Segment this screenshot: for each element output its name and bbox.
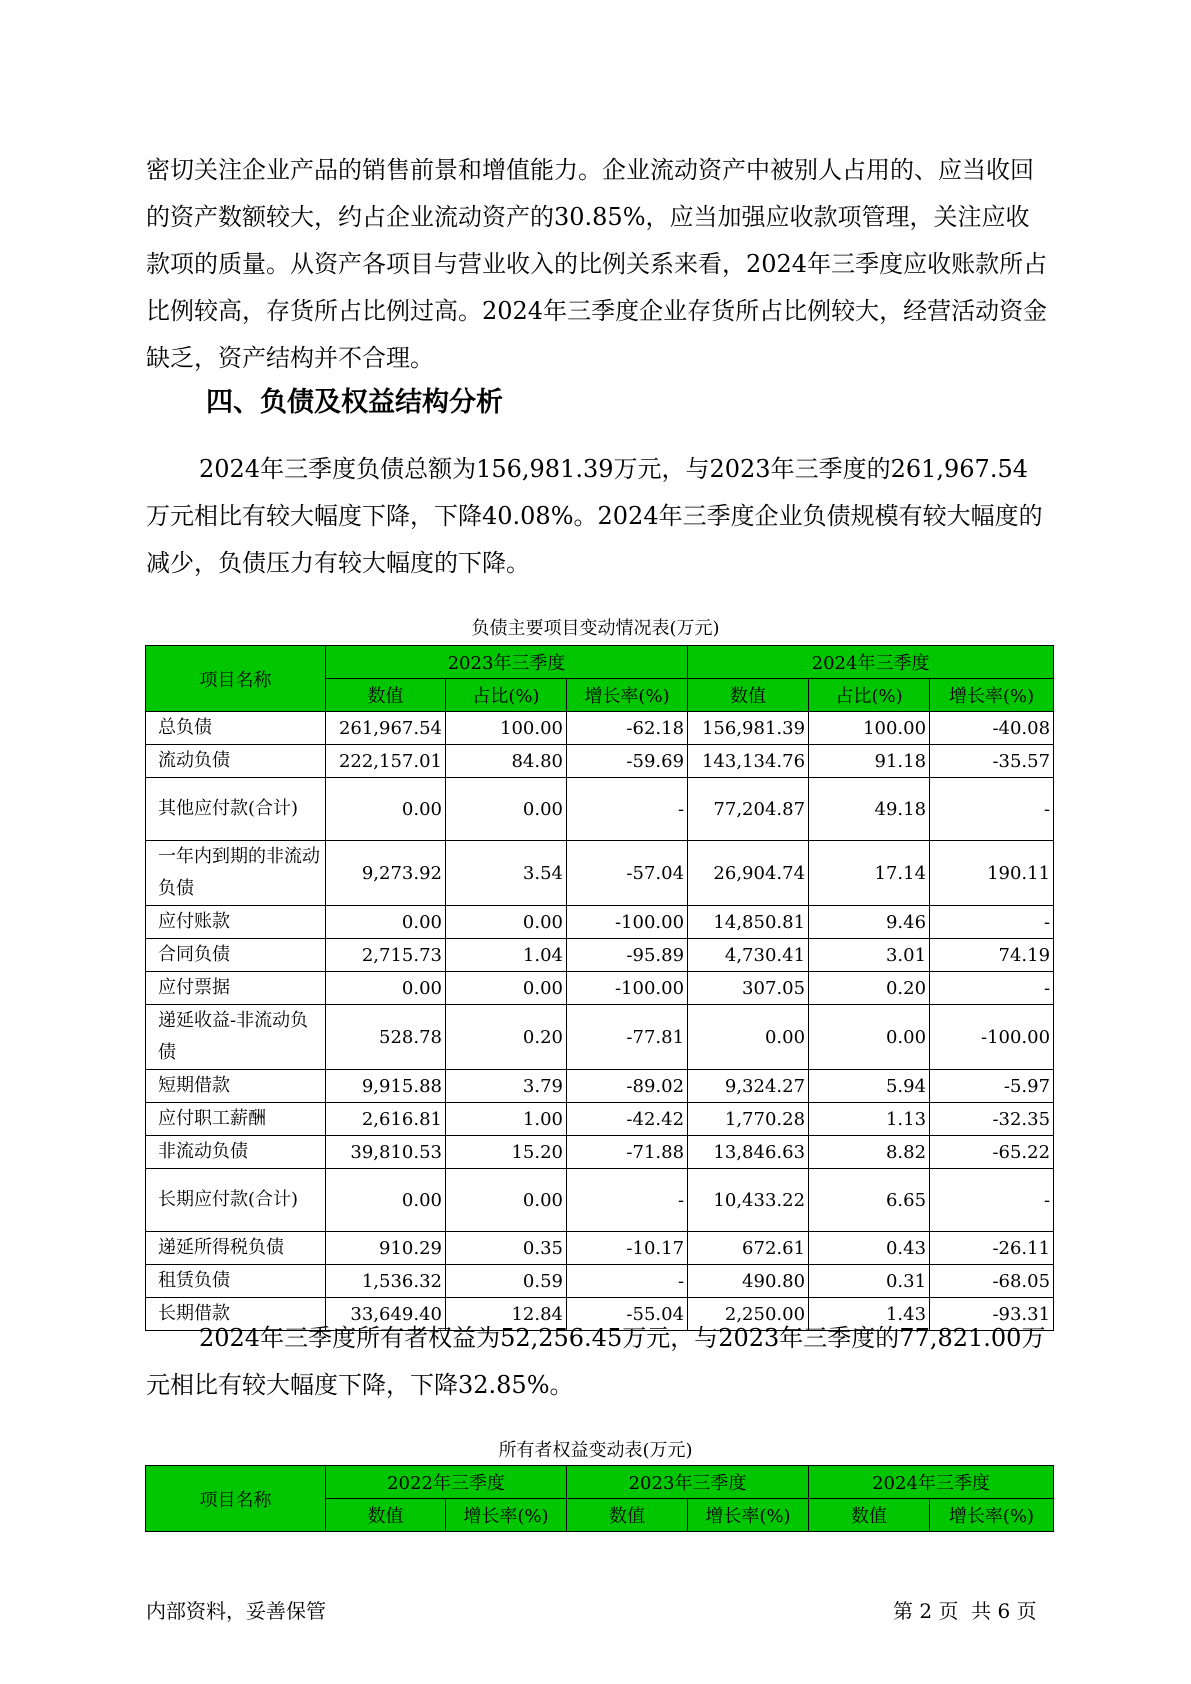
- table-row: [146, 906, 1054, 939]
- row-item-name: 递延收益-非流动负债: [146, 1005, 326, 1070]
- table-cell: -89.02: [567, 1070, 688, 1103]
- table-row: [146, 1103, 1054, 1136]
- table-cell: 77,204.87: [688, 778, 809, 841]
- equity-table-caption: 所有者权益变动表(万元): [498, 1440, 693, 1461]
- table-cell: -93.31: [930, 1298, 1054, 1331]
- row-item-name: 非流动负债: [146, 1136, 326, 1169]
- period-header: 2024年三季度: [688, 646, 1054, 679]
- table-cell: 1,770.28: [688, 1103, 809, 1136]
- row-item-name: 应付账款: [146, 906, 326, 939]
- sub-header: 增长率(%): [930, 679, 1054, 712]
- table-cell: 2,715.73: [326, 939, 446, 972]
- section-heading: 四、负债及权益结构分析: [206, 387, 503, 418]
- table-row: [146, 778, 1054, 841]
- table-cell: -: [567, 1169, 688, 1232]
- row-item-name: 总负债: [146, 712, 326, 745]
- table-cell: -: [930, 972, 1054, 1005]
- table-cell: 0.00: [326, 972, 446, 1005]
- sub-header: 数值: [688, 679, 809, 712]
- sub-header: 数值: [326, 679, 446, 712]
- table-row: [146, 712, 1054, 745]
- table-cell: -32.35: [930, 1103, 1054, 1136]
- table-cell: -: [930, 778, 1054, 841]
- table-row: [146, 1169, 1054, 1232]
- row-item-name: 其他应付款(合计): [146, 778, 326, 841]
- table-cell: 143,134.76: [688, 745, 809, 778]
- table-cell: -35.57: [930, 745, 1054, 778]
- equity-table: [145, 1465, 1054, 1532]
- table-cell: -68.05: [930, 1265, 1054, 1298]
- row-item-name: 租赁负债: [146, 1265, 326, 1298]
- period-header: 2024年三季度: [809, 1466, 1054, 1499]
- debt-table-body: [146, 712, 1054, 1331]
- table-cell: 0.20: [809, 972, 930, 1005]
- table-cell: 1.43: [809, 1298, 930, 1331]
- table-cell: 0.59: [446, 1265, 567, 1298]
- table-cell: 0.00: [326, 778, 446, 841]
- table-cell: -26.11: [930, 1232, 1054, 1265]
- table-cell: -: [567, 1265, 688, 1298]
- table-cell: 13,846.63: [688, 1136, 809, 1169]
- item-name-header: 项目名称: [146, 1466, 326, 1532]
- sub-header: 数值: [326, 1499, 446, 1532]
- table-cell: -95.89: [567, 939, 688, 972]
- table-cell: 91.18: [809, 745, 930, 778]
- table-cell: 0.00: [446, 972, 567, 1005]
- table-cell: -77.81: [567, 1005, 688, 1070]
- table-cell: 9,915.88: [326, 1070, 446, 1103]
- table-cell: 1,536.32: [326, 1265, 446, 1298]
- table-cell: -5.97: [930, 1070, 1054, 1103]
- sub-header: 占比(%): [446, 679, 567, 712]
- table-cell: -62.18: [567, 712, 688, 745]
- period-header: 2023年三季度: [567, 1466, 809, 1499]
- table-cell: 190.11: [930, 841, 1054, 906]
- table-cell: 12.84: [446, 1298, 567, 1331]
- table-cell: 0.43: [809, 1232, 930, 1265]
- table-cell: 74.19: [930, 939, 1054, 972]
- table-row: [146, 1005, 1054, 1070]
- footer-page-number: 第 2 页 共 6 页: [893, 1599, 1037, 1623]
- table-row: [146, 972, 1054, 1005]
- table-cell: -: [930, 906, 1054, 939]
- table-cell: 100.00: [446, 712, 567, 745]
- table-cell: 3.54: [446, 841, 567, 906]
- period-header: 2023年三季度: [326, 646, 688, 679]
- row-item-name: 合同负债: [146, 939, 326, 972]
- row-item-name: 应付票据: [146, 972, 326, 1005]
- table-cell: 2,616.81: [326, 1103, 446, 1136]
- table-cell: 15.20: [446, 1136, 567, 1169]
- table-cell: 8.82: [809, 1136, 930, 1169]
- equity-paragraph: 2024年三季度所有者权益为52,256.45万元，与2023年三季度的77,821.00万元相比有较大幅度下降，下降32.85%。: [146, 1324, 1046, 1399]
- footer-confidential-note: 内部资料，妥善保管: [146, 1599, 326, 1623]
- sub-header: 增长率(%): [567, 679, 688, 712]
- table-cell: 261,967.54: [326, 712, 446, 745]
- table-row: [146, 841, 1054, 906]
- sub-header: 增长率(%): [446, 1499, 567, 1532]
- table-row: [146, 1232, 1054, 1265]
- sub-header: 数值: [809, 1499, 930, 1532]
- table-cell: 222,157.01: [326, 745, 446, 778]
- debt-table-caption: 负债主要项目变动情况表(万元): [471, 618, 720, 639]
- debt-paragraph: 2024年三季度负债总额为156,981.39万元，与2023年三季度的261,967.54万元相比有较大幅度下降，下降40.08%。2024年三季度企业负债规模有较大幅度的减少，负债压力有较大幅度的下降。: [146, 455, 1043, 577]
- table-row: [146, 1265, 1054, 1298]
- table-cell: 0.00: [326, 1169, 446, 1232]
- row-item-name: 流动负债: [146, 745, 326, 778]
- table-cell: 4,730.41: [688, 939, 809, 972]
- table-row: [146, 1136, 1054, 1169]
- table-cell: 156,981.39: [688, 712, 809, 745]
- table-cell: 17.14: [809, 841, 930, 906]
- table-row: [146, 1070, 1054, 1103]
- table-cell: 1.04: [446, 939, 567, 972]
- table-cell: -65.22: [930, 1136, 1054, 1169]
- table-cell: -57.04: [567, 841, 688, 906]
- table-cell: 307.05: [688, 972, 809, 1005]
- table-cell: -100.00: [567, 972, 688, 1005]
- table-cell: -10.17: [567, 1232, 688, 1265]
- table-cell: 14,850.81: [688, 906, 809, 939]
- table-cell: 3.79: [446, 1070, 567, 1103]
- table-cell: 9,273.92: [326, 841, 446, 906]
- table-cell: 0.00: [446, 1169, 567, 1232]
- table-cell: 1.00: [446, 1103, 567, 1136]
- table-cell: 84.80: [446, 745, 567, 778]
- table-cell: 100.00: [809, 712, 930, 745]
- sub-header: 数值: [567, 1499, 688, 1532]
- period-header: 2022年三季度: [326, 1466, 567, 1499]
- table-cell: -: [930, 1169, 1054, 1232]
- table-cell: -42.42: [567, 1103, 688, 1136]
- table-cell: -55.04: [567, 1298, 688, 1331]
- debt-table: [145, 645, 1054, 1331]
- table-row: [146, 939, 1054, 972]
- table-cell: 910.29: [326, 1232, 446, 1265]
- table-cell: 490.80: [688, 1265, 809, 1298]
- table-cell: -: [567, 778, 688, 841]
- sub-header: 增长率(%): [688, 1499, 809, 1532]
- item-name-header: 项目名称: [146, 646, 326, 712]
- table-cell: 0.20: [446, 1005, 567, 1070]
- table-cell: 0.00: [688, 1005, 809, 1070]
- table-cell: -71.88: [567, 1136, 688, 1169]
- table-cell: -100.00: [930, 1005, 1054, 1070]
- table-cell: 49.18: [809, 778, 930, 841]
- table-cell: 5.94: [809, 1070, 930, 1103]
- table-cell: 26,904.74: [688, 841, 809, 906]
- table-cell: 33,649.40: [326, 1298, 446, 1331]
- table-cell: 1.13: [809, 1103, 930, 1136]
- row-item-name: 应付职工薪酬: [146, 1103, 326, 1136]
- sub-header: 占比(%): [809, 679, 930, 712]
- row-item-name: 长期借款: [146, 1298, 326, 1331]
- table-row: [146, 745, 1054, 778]
- table-cell: 0.31: [809, 1265, 930, 1298]
- table-cell: 672.61: [688, 1232, 809, 1265]
- table-cell: 528.78: [326, 1005, 446, 1070]
- table-cell: 0.00: [446, 778, 567, 841]
- row-item-name: 递延所得税负债: [146, 1232, 326, 1265]
- intro-paragraph: 密切关注企业产品的销售前景和增值能力。企业流动资产中被别人占用的、应当收回的资产数额较大，约占企业流动资产的30.85%，应当加强应收款项管理，关注应收款项的质量。从资产各项目与营业收入的比例关系来看，2024年三季度应收账款所占比例较高，存货所占比例过高。2024年三季度企业存货所占比例较大，经营活动资金缺乏，资产结构并不合理。: [146, 156, 1048, 372]
- row-item-name: 短期借款: [146, 1070, 326, 1103]
- sub-header: 增长率(%): [930, 1499, 1054, 1532]
- table-cell: 39,810.53: [326, 1136, 446, 1169]
- table-cell: 9,324.27: [688, 1070, 809, 1103]
- table-cell: 10,433.22: [688, 1169, 809, 1232]
- table-cell: -59.69: [567, 745, 688, 778]
- table-cell: 0.35: [446, 1232, 567, 1265]
- table-cell: 0.00: [809, 1005, 930, 1070]
- table-cell: -40.08: [930, 712, 1054, 745]
- table-cell: 2,250.00: [688, 1298, 809, 1331]
- row-item-name: 长期应付款(合计): [146, 1169, 326, 1232]
- table-cell: 0.00: [446, 906, 567, 939]
- table-cell: 6.65: [809, 1169, 930, 1232]
- table-cell: 0.00: [326, 906, 446, 939]
- table-cell: 9.46: [809, 906, 930, 939]
- table-cell: -100.00: [567, 906, 688, 939]
- row-item-name: 一年内到期的非流动负债: [146, 841, 326, 906]
- table-cell: 3.01: [809, 939, 930, 972]
